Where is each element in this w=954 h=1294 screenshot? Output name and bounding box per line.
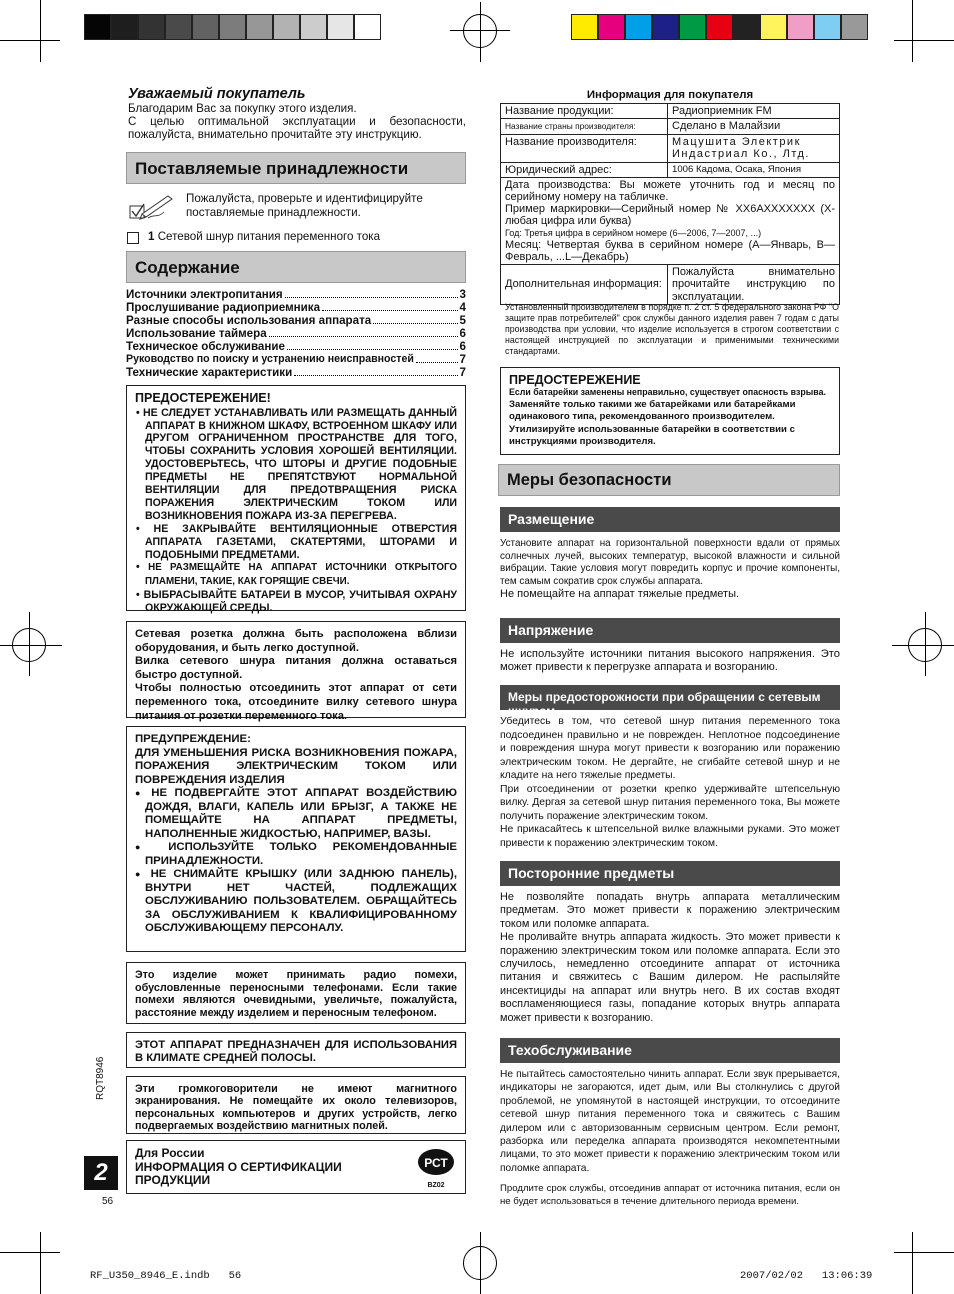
greeting-title: Уважаемый покупатель bbox=[128, 86, 306, 102]
info-row bbox=[501, 104, 840, 119]
certification-box bbox=[126, 1140, 466, 1194]
toc-dots bbox=[269, 327, 458, 337]
model-number: RQT8946 bbox=[95, 1056, 106, 1100]
caution-item bbox=[136, 522, 458, 562]
certification-logo bbox=[416, 1148, 456, 1188]
toc-dots bbox=[322, 301, 458, 311]
page-number: 56 bbox=[102, 1196, 114, 1207]
toc-item-page: 5 bbox=[459, 314, 466, 327]
toc-item-label: Использование таймера bbox=[126, 327, 267, 340]
maintenance-text bbox=[500, 1068, 840, 1208]
greeting-block bbox=[128, 86, 466, 141]
warning-title: ПРЕДУПРЕЖДЕНИЕ: bbox=[135, 733, 251, 745]
caution-item-text: НЕ СЛЕДУЕТ УСТАНАВЛИВАТЬ ИЛИ РАЗМЕЩАТЬ ДАННЫЙ АППАРАТ В КНИЖНОМ ШКАФУ, ВСТРОЕННОМ ШКАФУ ИЛИ ДРУГОМ ОГРАНИЧЕННОМ ПРОСТРАНСТВЕ ДЛЯ ТОГО, ЧТОБЫ СОХРАНИТЬ УСЛОВИЯ ХОРОШЕЙ ВЕНТИЛЯЦИИ. УДОСТОВЕРЬТЕСЬ, ЧТО ШТОРЫ И ДРУГИЕ ПОДОБНЫЕ ПРЕДМЕТЫ НЕ ПРЕПЯТСТВУЮТ НОРМАЛЬНОЙ ВЕНТИЛЯЦИИ ДЛЯ ПРЕДОТВРАЩЕНИЯ РИСКА ПОРАЖЕНИЯ ЭЛЕКТРИЧЕСКИМ ТОКОМ ИЛИ ВОЗНИКНОВЕНИЯ ПОЖАРА ИЗ-ЗА ПЕРЕГРЕВА. bbox=[143, 406, 457, 522]
info-value: Мацушита Электрик Индастриал Ко., Лтд. bbox=[668, 134, 840, 162]
toc-dots bbox=[287, 340, 458, 350]
toc-item[interactable] bbox=[126, 340, 466, 353]
toc-dots bbox=[373, 314, 457, 324]
foreign-objects-text bbox=[500, 891, 840, 1025]
toc-item-page: 7 bbox=[459, 353, 466, 366]
info-date-2: Пример маркировки—Серийный номер № XX6AXXXXXXX (X-любая цифра или буква) bbox=[505, 203, 835, 228]
color-swatch bbox=[300, 14, 327, 40]
placement-p2: Не помещайте на аппарат тяжелые предметы. bbox=[500, 588, 740, 600]
bullet-icon: ● bbox=[135, 869, 151, 880]
bullet-icon: ● bbox=[135, 842, 169, 853]
toc-item-page: 7 bbox=[459, 366, 466, 379]
color-swatch bbox=[814, 14, 841, 40]
info-key: Название продукции: bbox=[501, 104, 668, 119]
info-row bbox=[501, 134, 840, 162]
color-swatch bbox=[273, 14, 300, 40]
service-life-note: Установленный производителем в порядке п. 2 ст. 5 федерального закона РФ "О защите прав потребителей" срок службы данного изделия равен 7 годам с даты производства при условии, что изделие используется в строгом соответствии с настоящей инструкцией по эксплуатации и применимыми техническими стандартами. bbox=[505, 302, 839, 356]
maintenance-p2: Продлите срок службы, отсоединив аппарат от источника питания, если он не будет использоваться в течение длительного периода времени. bbox=[500, 1183, 840, 1208]
color-swatch bbox=[679, 14, 706, 40]
color-swatch bbox=[652, 14, 679, 40]
warning-item-text: НЕ ПОДВЕРГАЙТЕ ЭТОТ АППАРАТ ВОЗДЕЙСТВИЮ ДОЖДЯ, ВЛАГИ, КАПЕЛЬ ИЛИ БРЫЗГ, А ТАКЖЕ НЕ ПОМЕЩАЙТЕ НА АППАРАТ ПРЕДМЕТЫ, НАПОЛНЕННЫЕ ЖИДКОСТЬЮ, НАПРИМЕР, ВАЗЫ. bbox=[145, 787, 457, 840]
bullet-icon: • bbox=[136, 561, 149, 574]
toc-item[interactable] bbox=[126, 314, 466, 327]
warning-intro: ДЛЯ УМЕНЬШЕНИЯ РИСКА ВОЗНИКНОВЕНИЯ ПОЖАРА, ПОРАЖЕНИЯ ЭЛЕКТРИЧЕСКИМ ТОКОМ ИЛИ ПОВРЕЖДЕНИЯ ИЗДЕЛИЯ bbox=[135, 746, 457, 786]
color-swatch bbox=[138, 14, 165, 40]
footer-timestamp: 2007/02/02 13:06:39 bbox=[740, 1270, 873, 1282]
bullet-icon: ● bbox=[135, 788, 152, 799]
info-value: Сделано в Малайзии bbox=[668, 119, 840, 134]
toc-item-label: Источники электропитания bbox=[126, 288, 283, 301]
accessories-heading: Поставляемые принадлежности bbox=[126, 152, 466, 184]
toc-item-label: Прослушивание радиоприемника bbox=[126, 301, 321, 314]
caution-item bbox=[136, 561, 457, 589]
color-swatch bbox=[111, 14, 138, 40]
bullet-icon: • bbox=[136, 406, 144, 419]
rst-certification-icon bbox=[416, 1148, 456, 1178]
cord-p1: Убедитесь в том, что сетевой шнур питания переменного тока подсоединен правильно и не поврежден. Неплотное подсоединение и повреждения шнура могут привести к возгоранию или поражению электрическим током. Не дергайте, не сгибайте сетевой шнур и не кладите на него тяжелые предметы. bbox=[500, 716, 840, 781]
radio-interference-box: Это изделие может принимать радио помехи, обусловленные переносными телефонами. Если такие помехи являются очевидными, увеличьте, пожалуйста, расстояние между изделием и переносным телефоном. bbox=[126, 962, 466, 1024]
placement-p1: Установите аппарат на горизонтальной поверхности вдали от прямых солнечных лучей, высоких температур, высокой влажности и сильной вибрации. Такие условия могут повредить корпус и прочие компоненты, тем самым сократив срок службы аппарата. bbox=[500, 538, 840, 587]
maintenance-p1: Не пытайтесь самостоятельно чинить аппарат. Если звук прерывается, индикаторы не загораются, идет дым, или Вы столкнулись с другой проблемой, не упомянутой в настоящей инструкции, то отсоедините сетевой шнур питания переменного тока и свяжитесь с Вашим дилером или с авторизованным сервисным центром. Если ремонт, разборка или переделка аппарата производятся некомпетентными лицами, то это может привести к поражению электрическим током или поломке аппарата. bbox=[500, 1069, 840, 1174]
color-swatch bbox=[625, 14, 652, 40]
foreign-p2: Не проливайте внутрь аппарата жидкость. Это может привести к поражению электрическим током или поломке аппарата. Если это случилось, немедленно отсоедините аппарат от источника питания и свяжитесь с Вашим дилером. Не распыляйте инсектициды на аппарат или внутрь него. В их состав входят воспламеняющиеся газы, попадание которых внутрь аппарата может привести к возгоранию. bbox=[500, 931, 840, 1024]
buyer-info-title: Информация для покупателя bbox=[586, 89, 754, 101]
caution-item bbox=[136, 589, 457, 615]
info-value: 1006 Кадома, Осака, Япония bbox=[668, 162, 840, 177]
caution-item-text: ВЫБРАСЫВАЙТЕ БАТАРЕИ В МУСОР, УЧИТЫВАЯ ОХРАНУ ОКРУЖАЮЩЕЙ СРЕДЫ. bbox=[143, 589, 457, 615]
greeting-line1: Благодарим Вас за покупку этого изделия. bbox=[128, 102, 357, 115]
color-swatch bbox=[354, 14, 381, 40]
socket-p3: Чтобы полностью отсоединить этот аппарат от сети переменного тока, отсоедините вилку сетевого шнура питания от розетки переменного тока. bbox=[135, 682, 457, 722]
toc-item-label: Разные способы использования аппарата bbox=[126, 314, 372, 327]
info-extra-value: Пожалуйста внимательно прочитайте инструкцию по эксплуатации. bbox=[668, 265, 840, 305]
info-value: Радиоприемник FM bbox=[668, 104, 840, 119]
socket-p1: Сетевая розетка должна быть расположена вблизи оборудования, и быть легко доступной. bbox=[135, 628, 457, 654]
bullet-icon: • bbox=[136, 589, 144, 602]
warning-item bbox=[135, 841, 457, 868]
accessory-qty: 1 bbox=[148, 230, 155, 243]
placement-text bbox=[500, 538, 840, 601]
toc-item[interactable] bbox=[126, 353, 466, 366]
accessory-item bbox=[148, 230, 380, 243]
contents-heading: Содержание bbox=[126, 251, 466, 283]
color-swatch bbox=[598, 14, 625, 40]
accessories-check-text: Пожалуйста, проверьте и идентифицируйте поставляемые принадлежности. bbox=[186, 192, 423, 219]
battery-caution-line3: Утилизируйте использованные батарейки в соответствии с инструкциями производителя. bbox=[509, 423, 795, 448]
color-swatch bbox=[706, 14, 733, 40]
cert-line1: Для России bbox=[135, 1146, 205, 1160]
battery-caution-title: ПРЕДОСТЕРЕЖЕНИЕ bbox=[509, 373, 641, 387]
color-swatch bbox=[246, 14, 273, 40]
warning-item-text: ИСПОЛЬЗУЙТЕ ТОЛЬКО РЕКОМЕНДОВАННЫЕ ПРИНАДЛЕЖНОСТИ. bbox=[145, 841, 457, 867]
caution-box bbox=[126, 385, 466, 615]
voltage-p1: Не используйте источники питания высокого напряжения. Это может привести к перегрузке аппарата и возгоранию. bbox=[500, 648, 840, 674]
cert-line3: ПРОДУКЦИИ bbox=[135, 1173, 211, 1188]
battery-caution-line2: Заменяйте только такими же батарейками или батарейками одинакового типа, рекомендованного производителем. bbox=[509, 398, 796, 423]
toc-item-page: 6 bbox=[459, 340, 466, 353]
cord-p2: При отсоединении от розетки крепко удерживайте штепсельную вилку. Дергая за сетевой шнур питания переменного тока, Вы можете получить поражение электрическим током. bbox=[500, 783, 840, 822]
speaker-box: Эти громкоговорители не имеют магнитного экранирования. Не помещайте их около телевизоров, персональных компьютеров и других устройств, легко подвергаемых воздействию магнитных полей. bbox=[126, 1076, 466, 1134]
info-date-1: Дата производства: Вы можете уточнить год и месяц по серийному номеру на табличке. bbox=[505, 179, 835, 204]
toc-item-label: Технические характеристики bbox=[126, 366, 293, 379]
battery-caution-line1: Если батарейки заменены неправильно, существует опасность взрыва. bbox=[509, 387, 826, 398]
toc-item-page: 4 bbox=[459, 301, 466, 314]
color-swatch bbox=[571, 14, 598, 40]
color-swatch bbox=[165, 14, 192, 40]
foreign-p1: Не позволяйте попадать внутрь аппарата металлическим предметам. Это может привести к поражению электрическим током или поломке аппарата. bbox=[500, 891, 840, 930]
warning-item-text: НЕ СНИМАЙТЕ КРЫШКУ (ИЛИ ЗАДНЮЮ ПАНЕЛЬ), ВНУТРИ НЕТ ЧАСТЕЙ, ПОДЛЕЖАЩИХ ОБСЛУЖИВАНИЮ ПОЛЬЗОВАТЕЛЕМ. ОБРАЩАЙТЕСЬ ЗА ОБСЛУЖИВАНИЕМ К КВАЛИФИЦИРОВАННОМУ ОБСЛУЖИВАЮЩЕМУ ПЕРСОНАЛУ. bbox=[145, 868, 457, 935]
warning-item bbox=[135, 787, 457, 841]
climate-box: ЭТОТ АППАРАТ ПРЕДНАЗНАЧЕН ДЛЯ ИСПОЛЬЗОВАНИЯ В КЛИМАТЕ СРЕДНЕЙ ПОЛОСЫ. bbox=[126, 1032, 466, 1068]
caution-item bbox=[136, 406, 457, 523]
cert-logo-code: BZ02 bbox=[427, 1182, 445, 1189]
color-swatch bbox=[787, 14, 814, 40]
caution-list bbox=[135, 407, 457, 616]
battery-caution-box bbox=[500, 367, 840, 455]
toc-item[interactable] bbox=[126, 366, 466, 379]
info-row bbox=[501, 119, 840, 134]
cord-heading: Меры предосторожности при обращении с сетевым шнуром bbox=[500, 685, 840, 710]
toc-item-label: Руководство по поиску и устранению неисправностей bbox=[126, 353, 414, 365]
color-swatch bbox=[760, 14, 787, 40]
toc-dots bbox=[285, 288, 458, 298]
foreign-objects-heading: Посторонние предметы bbox=[500, 861, 840, 886]
cord-p3: Не прикасайтесь к штепсельной вилке влажными руками. Это может привести к поражению электрическим током. bbox=[500, 824, 840, 849]
checklist-pen-icon bbox=[128, 192, 178, 224]
buyer-info-table bbox=[500, 103, 840, 305]
color-swatch bbox=[192, 14, 219, 40]
toc-item-label: Техническое обслуживание bbox=[126, 340, 285, 353]
info-extra-key: Дополнительная информация: bbox=[501, 265, 668, 305]
page-tab: 2 bbox=[84, 1156, 118, 1190]
voltage-heading: Напряжение bbox=[500, 618, 840, 643]
info-date-4: Месяц: Четвертая буква в серийном номере (A—Январь, B—Февраль, ...L—Декабрь) bbox=[505, 239, 835, 264]
accessory-name: Сетевой шнур питания переменного тока bbox=[157, 230, 381, 243]
toc-item-page: 6 bbox=[459, 327, 466, 340]
color-swatch bbox=[84, 14, 111, 40]
toc-item-page: 3 bbox=[459, 288, 466, 301]
info-key: Название производителя: bbox=[501, 134, 668, 162]
cert-logo-text: РСТ bbox=[424, 1156, 448, 1170]
greeting-line2: С целью оптимальной эксплуатации и безопасности, пожалуйста, внимательно прочитайте эту инструкцию. bbox=[128, 115, 466, 141]
socket-box bbox=[126, 621, 466, 722]
color-swatch bbox=[327, 14, 354, 40]
warning-item bbox=[135, 868, 457, 936]
info-row bbox=[501, 162, 840, 177]
toc-dots bbox=[294, 366, 457, 376]
color-swatch bbox=[733, 14, 760, 40]
info-date-3: Год: Третья цифра в серийном номере (6—2006, 7—2007, ...) bbox=[505, 228, 762, 239]
toc-item[interactable] bbox=[126, 301, 466, 314]
warning-box bbox=[126, 726, 466, 952]
maintenance-heading: Техобслуживание bbox=[500, 1038, 840, 1063]
footer-file-info: RF_U350_8946_E.indb 56 bbox=[90, 1270, 242, 1282]
safety-heading: Меры безопасности bbox=[498, 464, 840, 496]
toc-dots bbox=[416, 353, 458, 363]
warning-list bbox=[135, 787, 457, 936]
bullet-icon: • bbox=[136, 522, 154, 535]
table-of-contents bbox=[126, 288, 466, 379]
toc-item[interactable] bbox=[126, 327, 466, 340]
caution-item-text: НЕ РАЗМЕЩАЙТЕ НА АППАРАТ ИСТОЧНИКИ ОТКРЫТОГО ПЛАМЕНИ, ТАКИЕ, КАК ГОРЯЩИЕ СВЕЧИ. bbox=[145, 562, 457, 588]
caution-title: ПРЕДОСТЕРЕЖЕНИЕ! bbox=[135, 391, 271, 405]
color-swatch bbox=[219, 14, 246, 40]
info-key: Юридический адрес: bbox=[501, 162, 668, 177]
placement-heading: Размещение bbox=[500, 507, 840, 532]
toc-item[interactable] bbox=[126, 288, 466, 301]
info-key: Название страны производителя: bbox=[501, 119, 668, 134]
color-swatch bbox=[841, 14, 868, 40]
socket-p2: Вилка сетевого шнура питания должна оставаться быстро доступной. bbox=[135, 655, 457, 681]
cert-line2: ИНФОРМАЦИЯ О СЕРТИФИКАЦИИ bbox=[135, 1159, 342, 1174]
accessory-checkbox[interactable] bbox=[127, 232, 139, 244]
caution-item-text: НЕ ЗАКРЫВАЙТЕ ВЕНТИЛЯЦИОННЫЕ ОТВЕРСТИЯ АППАРАТА ГАЗЕТАМИ, СКАТЕРТЯМИ, ШТОРАМИ И ПОДОБНЫМИ ПРЕДМЕТАМИ. bbox=[145, 522, 458, 561]
cord-text bbox=[500, 715, 840, 850]
